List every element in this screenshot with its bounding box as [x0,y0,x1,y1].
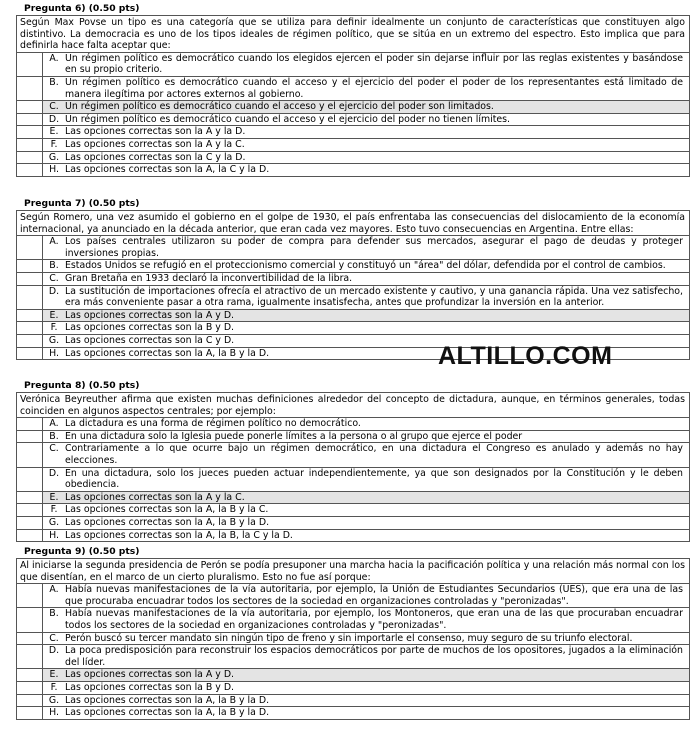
question-7-header: Pregunta 7) (0.50 pts) [24,198,140,209]
option-letter: C. [43,101,65,113]
option-letter: F. [50,138,58,150]
option-9h[interactable] [17,707,689,719]
option-text: Las opciones correctas son la A, la C y la D. [65,164,270,176]
question-8-stem: Verónica Beyreuther afirma que existen muchas definiciones alrededor del concepto de dictadura, aunque, en términos generales, todas coinciden en algunos aspectos centrales; por ejemplo: [17,393,689,418]
option-7a[interactable] [17,236,689,260]
option-7e[interactable] [17,310,689,323]
option-text: La poca predisposición para reconstruir los espacios democráticos por parte de muchos de los opositores, jugados a la eliminación del líder. [65,645,683,668]
option-letter: F. [50,322,58,334]
option-letter: G. [48,151,60,163]
option-6h[interactable] [17,164,689,176]
option-6g[interactable] [17,152,689,165]
option-text: Un régimen político es democrático cuando el acceso y el ejercicio del poder no tienen límites. [65,113,511,125]
option-7d[interactable] [17,286,689,310]
option-6b[interactable] [17,77,689,101]
option-letter: D. [48,467,60,479]
option-text: Gran Bretaña en 1933 declaró la inconvertibilidad de la libra. [65,272,353,284]
option-9g[interactable] [17,695,689,708]
option-text: Las opciones correctas son la A, la B, la C y la D. [65,529,293,541]
option-letter: F. [50,681,58,693]
option-7f[interactable] [17,322,689,335]
option-letter: B. [49,608,59,620]
question-7-stem: Según Romero, una vez asumido el gobierno en el golpe de 1930, el país enfrentaba las consecuencias del dislocamiento de la economía internacional, ya anunciado en la década anterior, que eran cada vez mayores. Esto tuvo consecuencias en Argentina. Entre ellas: [17,211,689,236]
option-text: Las opciones correctas son la B y D. [65,322,235,334]
watermark-text: ALTILLO.COM [438,342,613,370]
option-6a[interactable] [17,53,689,77]
question-8-box [16,392,690,542]
option-text: Las opciones correctas son la A y D. [65,310,689,322]
option-text: Un régimen político es democrático cuando el acceso y el ejercicio del poder el poder de los representantes está limitado de manera ilegítima por actores externos al gobierno. [65,76,683,100]
option-text: Las opciones correctas son la A, la B y la D. [65,347,270,359]
option-text: Las opciones correctas son la A y la C. [65,492,689,504]
option-text: La dictadura es una forma de régimen político no democrático. [65,418,361,430]
option-letter: H. [49,347,59,359]
option-8g[interactable] [17,517,689,530]
option-letter: F. [50,504,58,516]
option-6c[interactable] [17,101,689,114]
option-letter: A. [49,52,59,64]
option-text: Estados Unidos se refugió en el proteccionismo comercial y constituyó un "área" del dólar, defendida por el control de cambios. [65,260,666,272]
question-6-box [16,15,690,177]
option-text: Un régimen político es democrático cuando los elegidos ejercen el poder sin dejarse influir por las reglas existentes y basándose en su propio criterio. [65,52,683,76]
option-8e[interactable] [17,492,689,505]
option-letter: C. [49,272,59,284]
option-text: Los países centrales utilizaron su poder de compra para defender sus mercados, asegurar el pago de deudas y proteger inversiones propias. [65,236,683,259]
option-letter: A. [49,418,59,430]
option-8h[interactable] [17,530,689,542]
question-9-box [16,558,690,720]
option-text: Las opciones correctas son la A, la B y la D. [65,707,270,719]
option-letter: A. [49,584,59,596]
option-text: Las opciones correctas son la C y la D. [65,151,246,163]
option-9e[interactable] [17,669,689,682]
option-text: Había nuevas manifestaciones de la vía autoritaria, por ejemplo, la Unión de Estudiantes Secundarios (UES), que era una de las que procuraba encuadrar todos los sectores de la sociedad en organizaciones controladas y "peronizadas". [65,584,683,607]
option-8d[interactable] [17,468,689,492]
option-text: Las opciones correctas son la A, la B y la D. [65,694,270,706]
option-text: Contrariamente a lo que ocurre bajo un régimen democrático, en una dictadura el Congreso es anulado y además no hay elecciones. [65,443,683,466]
option-6e[interactable] [17,126,689,139]
option-letter: G. [48,694,60,706]
option-7b[interactable] [17,260,689,273]
option-text: Las opciones correctas son la B y D. [65,681,235,693]
question-8-header: Pregunta 8) (0.50 pts) [24,380,140,391]
option-9f[interactable] [17,682,689,695]
option-letter: B. [49,260,59,272]
option-9a[interactable] [17,584,689,608]
option-text: Las opciones correctas son la A y la C. [65,138,245,150]
option-letter: G. [48,334,60,346]
option-letter: H. [49,529,59,541]
option-letter: D. [48,113,60,125]
option-8f[interactable] [17,504,689,517]
option-text: Perón buscó su tercer mandato sin ningún tipo de freno y sin importarle el consenso, muy seguro de su triunfo electoral. [65,632,633,644]
option-8a[interactable] [17,418,689,431]
question-6-header: Pregunta 6) (0.50 pts) [24,3,140,14]
option-6f[interactable] [17,139,689,152]
option-9d[interactable] [17,645,689,669]
question-9-stem: Al iniciarse la segunda presidencia de Perón se podía presuponer una marcha hacia la pacificación política y una relación más normal con los que disentían, en el marco de un cierto pluralismo. Esto no fue así porque: [17,559,689,584]
option-6d[interactable] [17,114,689,127]
option-8b[interactable] [17,431,689,444]
option-letter: E. [49,126,59,138]
question-9-header: Pregunta 9) (0.50 pts) [24,546,140,557]
option-9b[interactable] [17,608,689,632]
option-text: Las opciones correctas son la A, la B y la D. [65,516,270,528]
option-text: En una dictadura solo la Iglesia puede ponerle límites a la persona o al grupo que ejerce el poder [65,430,523,442]
option-letter: E. [43,669,65,681]
option-letter: E. [43,492,65,504]
option-text: Había nuevas manifestaciones de la vía autoritaria, por ejemplo, los Montoneros, que eran una de las que procuraban encuadrar todos los sectores de la sociedad en organizaciones controladas y "peronizadas". [65,608,683,631]
option-text: La sustitución de importaciones ofrecía el atractivo de un mercado existente y cautivo, y una ganancia rápida. Una vez satisfecho, era más conveniente pasar a otra rama, igualmente insatisfecha, antes que profundizar la inversión en la anterior. [65,285,683,309]
option-text: Las opciones correctas son la C y D. [65,334,235,346]
question-7-box [16,210,690,360]
option-letter: C. [49,443,59,455]
option-text: Las opciones correctas son la A y la D. [65,126,246,138]
option-letter: H. [49,707,59,719]
option-text: Un régimen político es democrático cuando el acceso y el ejercicio del poder son limitados. [65,101,689,113]
option-7c[interactable] [17,273,689,286]
option-letter: H. [49,164,59,176]
option-letter: C. [49,632,59,644]
option-letter: A. [49,236,59,248]
option-letter: D. [48,645,60,657]
option-8c[interactable] [17,443,689,467]
option-letter: B. [49,76,59,88]
option-letter: D. [48,285,60,297]
option-text: En una dictadura, solo los jueces pueden actuar independientemente, ya que son designados por la Constitución y le deben obediencia. [65,467,683,491]
option-text: Las opciones correctas son la A, la B y la C. [65,504,269,516]
option-text: Las opciones correctas son la A y D. [65,669,689,681]
option-letter: G. [48,516,60,528]
option-letter: B. [49,430,59,442]
option-letter: E. [43,310,65,322]
option-9c[interactable] [17,633,689,646]
question-6-stem: Según Max Povse un tipo es una categoría que se utiliza para definir idealmente un conjunto de características que constituyen algo distintivo. La democracia es uno de los tipos ideales de régimen político, que se sitúa en un extremo del espectro. Esto implica que para definirla hace falta aceptar que: [17,16,689,53]
